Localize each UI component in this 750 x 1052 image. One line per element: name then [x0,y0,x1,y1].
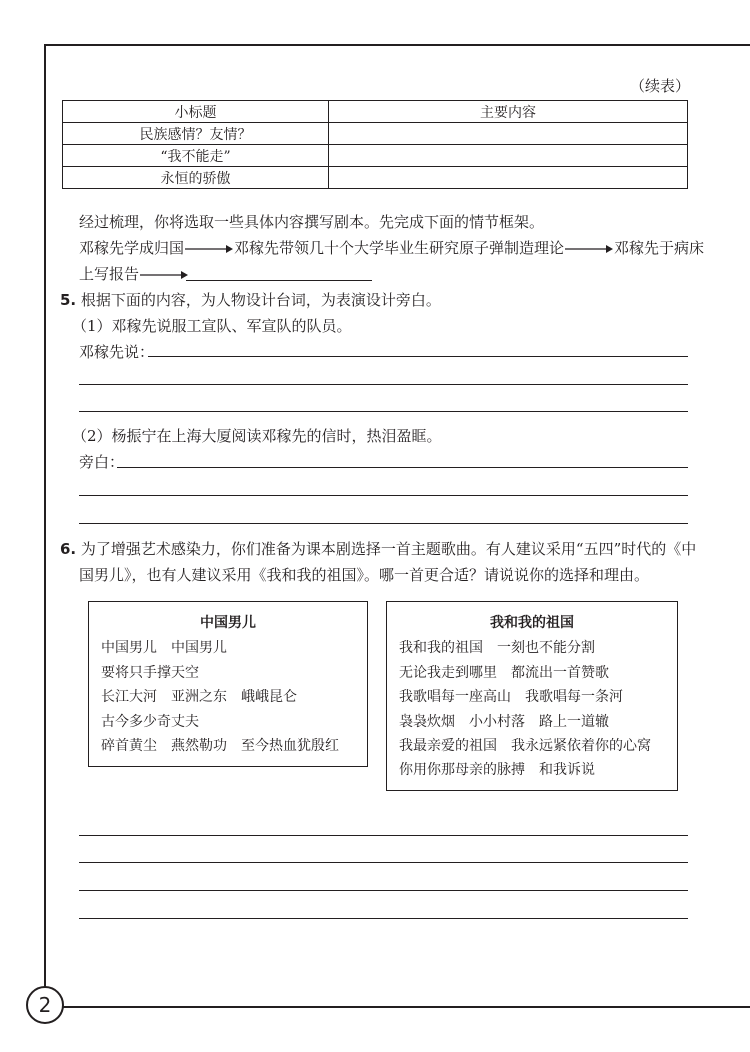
arrow-icon [140,269,188,281]
table-header-row [63,101,688,123]
page-number: 2 [26,986,64,1024]
q5-sub1: （1）邓稼先说服工宣队、军宣队的队员。 [72,317,352,335]
q5-sub2: （2）杨振宁在上海大厦阅读邓稼先的信时，热泪盈眶。 [72,427,442,445]
table-row [63,123,688,145]
q5-label2: 旁白： [79,453,125,471]
q6-answer-line[interactable] [79,835,688,836]
q5-number: 5. [60,291,77,309]
lyric-line: 无论我走到哪里 都流出一首赞歌 [399,665,609,681]
q5-answer-line[interactable] [79,495,688,496]
lyric-line: 我和我的祖国 一刻也不能分割 [399,640,595,656]
row-content-blank[interactable] [329,145,688,167]
plot-step-1: 邓稼先学成归国 [79,239,185,257]
row-content-blank[interactable] [329,123,688,145]
plot-flow [79,238,704,258]
song-title: 中国男儿 [200,615,256,631]
row-content-blank[interactable] [329,167,688,189]
row-subtitle: 民族感情？友情？ [63,123,329,145]
plot-flow-cont [79,264,189,284]
q5-answer-line[interactable] [148,356,688,357]
plot-answer-blank[interactable] [186,280,372,281]
row-subtitle: 永恒的骄傲 [63,167,329,189]
plot-intro: 经过梳理，你将选取一些具体内容撰写剧本。先完成下面的情节框架。 [79,213,545,231]
q5-text: 根据下面的内容，为人物设计台词，为表演设计旁白。 [80,291,441,309]
lyric-line: 古今多少奇丈夫 [101,714,199,730]
plot-step-3: 邓稼先于病床 [614,239,705,257]
lyric-line: 中国男儿 中国男儿 [101,640,227,656]
q5-answer-line[interactable] [79,411,688,412]
q6-text-1: 为了增强艺术感染力，你们准备为课本剧选择一首主题歌曲。有人建议采用“五四”时代的《中 [80,540,697,558]
plot-step-3-cont: 上写报告 [79,265,140,283]
q5-answer-line[interactable] [79,523,688,524]
q6-answer-line[interactable] [79,890,688,891]
arrow-icon [565,243,613,255]
lyric-line: 我歌唱每一座高山 我歌唱每一条河 [399,689,623,705]
q6-number: 6. [60,540,77,558]
header-subtitle: 小标题 [63,101,329,123]
song-box-wo-he-wo-de-zuguo [386,601,678,791]
song-box-zhongguo-naner [88,601,368,767]
q6-answer-line[interactable] [79,862,688,863]
q6-answer-line[interactable] [79,918,688,919]
lyric-line: 袅袅炊烟 小小村落 路上一道辙 [399,714,609,730]
lyric-line: 要将只手撑天空 [101,665,199,681]
q5-answer-line[interactable] [79,384,688,385]
lyric-line: 长江大河 亚洲之东 峨峨昆仑 [101,689,297,705]
row-subtitle: “我不能走” [63,145,329,167]
q5-label1: 邓稼先说： [79,343,155,361]
table-row [63,145,688,167]
table-row [63,167,688,189]
table-continued-note: （续表） [630,77,691,95]
plot-step-2: 邓稼先带领几十个大学毕业生研究原子弹制造理论 [234,239,565,257]
q6-prompt-line1 [60,539,696,559]
q5-prompt [60,290,441,310]
outline-table [62,100,688,189]
q5-answer-line[interactable] [117,467,688,468]
header-main-content: 主要内容 [329,101,688,123]
lyric-line: 你用你那母亲的脉搏 和我诉说 [399,762,595,778]
lyric-line: 我最亲爱的祖国 我永远紧依着你的心窝 [399,738,651,754]
song-title: 我和我的祖国 [490,615,574,631]
lyric-line: 碎首黄尘 燕然勒功 至今热血犹殷红 [101,738,339,754]
arrow-icon [185,243,233,255]
q6-text-2: 国男儿》，也有人建议采用《我和我的祖国》。哪一首更合适？请说说你的选择和理由。 [79,566,650,584]
